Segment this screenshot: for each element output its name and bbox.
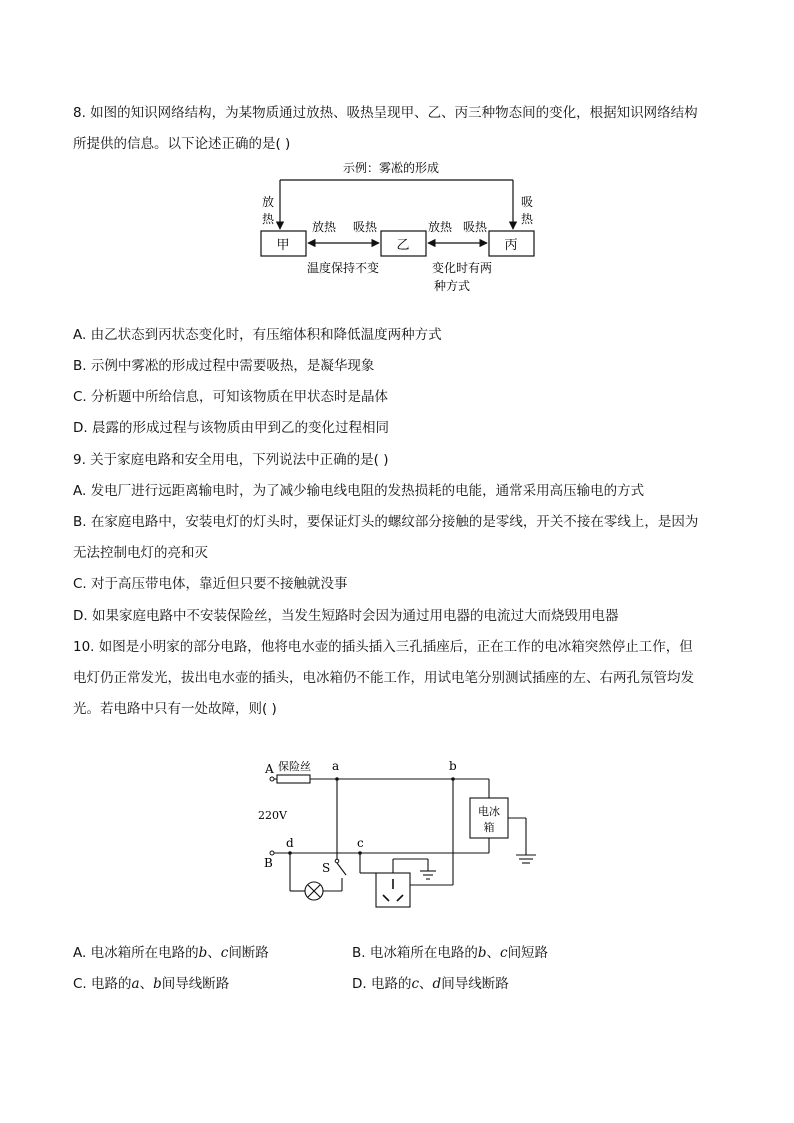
fuse-label: 保险丝 [278,760,311,773]
q8-option-c: C. 分析题中所给信息，可知该物质在甲状态时是晶体 [73,389,389,405]
fridge-ground-icon [516,855,536,863]
q10-stem-line2: 电灯仍正常发光，拔出电水壶的插头，电冰箱仍不能工作，用试电笔分别测试插座的左、右两孔氖管均发 [73,670,694,686]
switch-S [335,859,346,891]
left-release-bottom: 热 [261,212,275,226]
terminal-A-label: A [265,762,274,776]
note-temp-constant: 温度保持不变 [306,261,380,275]
q9-option-c: C. 对于高压带电体，靠近但只要不接触就没事 [73,576,348,592]
q8-option-d: D. 晨露的形成过程与该物质由甲到乙的变化过程相同 [73,420,389,436]
q9-stem: 9. 关于家庭电路和安全用电，下列说法中正确的是( ) [73,452,389,468]
fuse-symbol [277,775,310,783]
q9-option-b-line1: B. 在家庭电路中，安装电灯的灯头时，要保证灯头的螺纹部分接触的是零线，开关不接在零线上，是因为 [73,514,699,530]
q10-option-c: C. 电路的a、b间导线断路 [73,976,230,992]
node-d-label: d [286,836,294,850]
q10-stem-line3: 光。若电路中只有一处故障，则( ) [73,701,277,717]
note-two-ways-1: 变化时有两 [431,261,493,275]
state-jia-label: 甲 [276,238,290,253]
node-a-label: a [332,759,340,773]
fridge-label-2: 箱 [483,821,495,834]
socket-ground-icon [420,871,436,879]
q10-circuit-diagram [250,755,550,915]
right-absorb-top: 吸 [520,195,534,209]
q8-option-a: A. 由乙状态到丙状态变化时，有压缩体积和降低温度两种方式 [73,327,442,343]
q8-stem-line1: 8. 如图的知识网络结构，为某物质通过放热、吸热呈现甲、乙、丙三种物态间的变化，根据知识网络结构 [73,105,698,121]
q10-option-a: A. 电冰箱所在电路的b、c间断路 [73,945,269,961]
node-c-label: c [357,836,364,850]
q10-stem-line1: 10. 如图是小明家的部分电路，他将电水壶的插头插入三孔插座后，正在工作的电冰箱突然停止工作，但 [73,639,693,655]
state-bing-label: 丙 [504,238,518,253]
arrow2-absorb: 吸热 [462,220,488,234]
switch-label: S [322,861,331,875]
fridge-label-1: 电冰 [478,805,500,818]
terminal-B-label: B [264,856,273,870]
q9-option-b-line2: 无法控制电灯的亮和灭 [73,545,208,561]
lamp-icon [305,882,323,900]
node-b-label: b [449,759,457,773]
arrow2-release: 放热 [427,220,453,234]
three-hole-socket [376,873,410,907]
arrow1-absorb: 吸热 [352,220,378,234]
terminal-A [270,777,274,781]
example-label: 示例：雾凇的形成 [342,161,440,175]
q8-option-b: B. 示例中雾凇的形成过程中需要吸热，是凝华现象 [73,358,375,374]
q10-option-b: B. 电冰箱所在电路的b、c间短路 [352,945,549,961]
terminal-B [270,851,274,855]
voltage-label: 220V [258,809,287,822]
q9-option-a: A. 发电厂进行远距离输电时，为了减少输电线电阻的发热损耗的电能，通常采用高压输电的方式 [73,483,645,499]
q8-stem-line2: 所提供的信息。以下论述正确的是( ) [73,136,291,152]
right-absorb-bottom: 热 [520,212,534,226]
q10-option-d: D. 电路的c、d间导线断路 [352,976,509,992]
q8-state-diagram [250,158,550,298]
left-release-top: 放 [261,195,275,209]
arrow1-release: 放热 [311,220,337,234]
state-yi-label: 乙 [396,238,410,253]
q9-option-d: D. 如果家庭电路中不安装保险丝，当发生短路时会因为通过用电器的电流过大而烧毁用电器 [73,608,619,624]
note-two-ways-2: 种方式 [433,279,471,293]
